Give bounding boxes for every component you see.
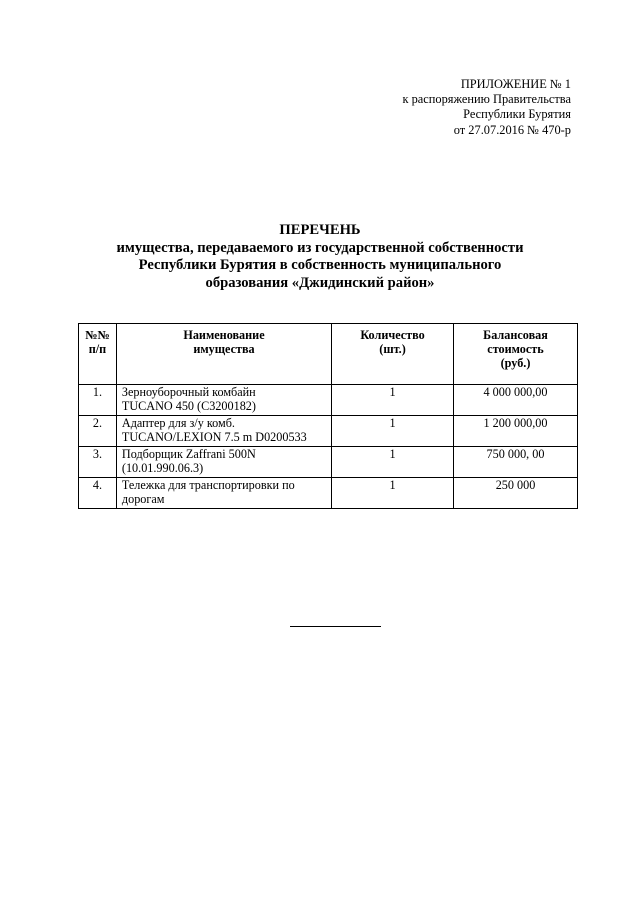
- row-num: 3.: [79, 447, 117, 478]
- appendix-order-line: к распоряжению Правительства: [402, 92, 571, 107]
- closing-separator-line: [290, 626, 381, 627]
- table-header-row: [79, 324, 578, 385]
- row-num: 1.: [79, 385, 117, 416]
- table-row: [79, 385, 578, 416]
- heading-line-2: Республики Бурятия в собственность муниципального: [138, 257, 502, 274]
- table-row: [79, 416, 578, 447]
- row-num: 4.: [79, 478, 117, 509]
- appendix-date-number: от 27.07.2016 № 470-р: [453, 122, 571, 137]
- row-quantity: 1: [332, 447, 454, 478]
- heading-line-3: образования «Джидинский район»: [205, 274, 435, 291]
- row-cost: 250 000: [454, 478, 578, 509]
- row-quantity: 1: [332, 385, 454, 416]
- header-quantity: Количество (шт.): [332, 324, 454, 385]
- row-cost: 1 200 000,00: [454, 416, 578, 447]
- row-cost: 4 000 000,00: [454, 385, 578, 416]
- document-title: ПЕРЕЧЕНЬ: [279, 222, 361, 238]
- appendix-republic-line: Республики Бурятия: [463, 107, 571, 122]
- row-cost: 750 000, 00: [454, 447, 578, 478]
- table-row: [79, 478, 578, 509]
- row-name: Зерноуборочный комбайн TUCANO 450 (C3200182): [116, 385, 331, 416]
- table-row: [79, 447, 578, 478]
- header-num: №№ п/п: [79, 324, 117, 385]
- header-name: Наименование имущества: [116, 324, 331, 385]
- row-quantity: 1: [332, 478, 454, 509]
- row-name: Адаптер для з/у комб. TUCANO/LEXION 7.5 m D0200533: [116, 416, 331, 447]
- row-name: Подборщик Zaffrani 500N (10.01.990.06.3): [116, 447, 331, 478]
- row-num: 2.: [79, 416, 117, 447]
- document-heading: [0, 222, 640, 292]
- row-name: Тележка для транспортировки по дорогам: [116, 478, 331, 509]
- appendix-label: ПРИЛОЖЕНИЕ № 1: [460, 77, 571, 91]
- row-quantity: 1: [332, 416, 454, 447]
- heading-line-1: имущества, передаваемого из государственной собственности: [116, 239, 524, 256]
- header-balance-cost: Балансовая стоимость (руб.): [454, 324, 578, 385]
- property-table: [78, 323, 578, 509]
- appendix-block: [402, 77, 571, 138]
